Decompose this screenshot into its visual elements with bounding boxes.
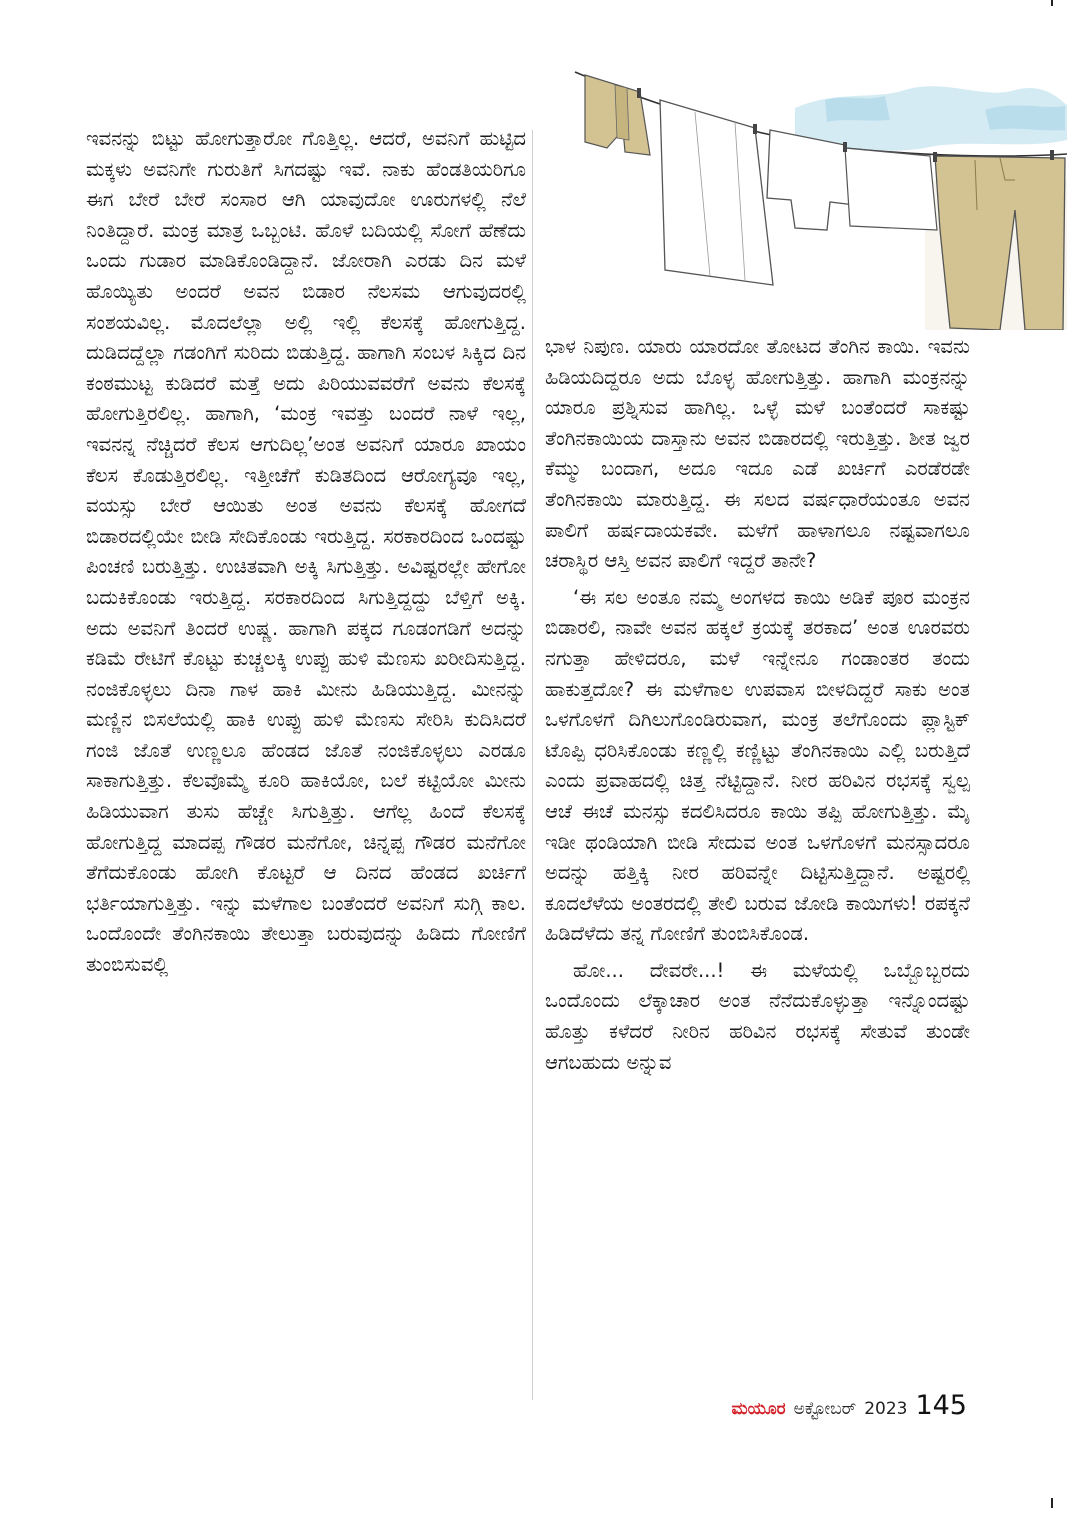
column-divider [532, 130, 533, 1400]
page-number: 145 [915, 1390, 967, 1421]
magazine-page [5, 0, 1067, 1525]
issue-year: 2023 [864, 1399, 908, 1419]
paragraph: ಇವನನ್ನು ಬಿಟ್ಟು ಹೋಗುತ್ತಾರೋ ಗೊತ್ತಿಲ್ಲ. ಆದರೆ, ಅವನಿಗೆ ಹುಟ್ಟಿದ ಮಕ್ಕಳು ಅವನಿಗೇ ಗುರುತಿಗೆ ಸಿಗದಷ್ಟು ಇವೆ. ನಾಕು ಹೆಂಡತಿಯರಿಗೂ ಈಗ ಬೇರೆ ಬೇರೆ ಸಂಸಾರ ಆಗಿ ಯಾವುದೋ ಊರುಗಳಲ್ಲಿ ನೆಲೆ ನಿಂತಿದ್ದಾರೆ. ಮಂಕ್ರ ಮಾತ್ರ ಒಬ್ಬಂಟಿ. ಹೊಳೆ ಬದಿಯಲ್ಲಿ ಸೋಗೆ ಹೆಣೆದು ಒಂದು ಗುಡಾರ ಮಾಡಿಕೊಂಡಿದ್ದಾನೆ. ಜೋರಾಗಿ ಎರಡು ದಿನ ಮಳೆ ಹೊಯ್ಯಿತು ಅಂದರೆ ಅವನ ಬಿಡಾರ ನೆಲಸಮ ಆಗುವುದರಲ್ಲಿ ಸಂಶಯವಿಲ್ಲ. ಮೊದಲೆಲ್ಲಾ ಅಲ್ಲಿ ಇಲ್ಲಿ ಕೆಲಸಕ್ಕೆ ಹೋಗುತ್ತಿದ್ದ. ದುಡಿದದ್ದೆಲ್ಲಾ ಗಡಂಗಿಗೆ ಸುರಿದು ಬಿಡುತ್ತಿದ್ದ. ಹಾಗಾಗಿ ಸಂಬಳ ಸಿಕ್ಕಿದ ದಿನ ಕಂಠಮುಟ್ಟ ಕುಡಿದರೆ ಮತ್ತೆ ಅದು ಪಿರಿಯುವವರೆಗೆ ಅವನು ಕೆಲಸಕ್ಕೆ ಹೋಗುತ್ತಿರಲಿಲ್ಲ. ಹಾಗಾಗಿ, ‘ಮಂಕ್ರ ಇವತ್ತು ಬಂದರೆ ನಾಳೆ ಇಲ್ಲ, ಇವನನ್ನ ನೆಚ್ಚಿದರೆ ಕೆಲಸ ಆಗುದಿಲ್ಲ’ಅಂತ ಅವನಿಗೆ ಯಾರೂ ಖಾಯಂ ಕೆಲಸ ಕೊಡುತ್ತಿರಲಿಲ್ಲ. ಇತ್ತೀಚೆಗೆ ಕುಡಿತದಿಂದ ಆರೋಗ್ಯವೂ ಇಲ್ಲ, ವಯಸ್ಸು ಬೇರೆ ಆಯಿತು ಅಂತ ಅವನು ಕೆಲಸಕ್ಕೆ ಹೋಗದೆ ಬಿಡಾರದಲ್ಲಿಯೇ ಬೀಡಿ ಸೇದಿಕೊಂಡು ಇರುತ್ತಿದ್ದ. ಸರಕಾರದಿಂದ ಒಂದಷ್ಟು ಪಿಂಚಣಿ ಬರುತ್ತಿತ್ತು. ಉಚಿತವಾಗಿ ಅಕ್ಕಿ ಸಿಗುತ್ತಿತ್ತು. ಅವಿಷ್ಟರಲ್ಲೇ ಹೇಗೋ ಬದುಕಿಕೊಂಡು ಇರುತ್ತಿದ್ದ. ಸರಕಾರದಿಂದ ಸಿಗುತ್ತಿದ್ದದ್ದು ಬೆಳ್ತಿಗೆ ಅಕ್ಕಿ. ಅದು ಅವನಿಗೆ ತಿಂದರೆ ಉಷ್ಣ. ಹಾಗಾಗಿ ಪಕ್ಕದ ಗೂಡಂಗಡಿಗೆ ಅದನ್ನು ಕಡಿಮೆ ರೇಟಿಗೆ ಕೊಟ್ಟು ಕುಚ್ಚಲಕ್ಕಿ ಉಪ್ಪು ಹುಳಿ ಮೆಣಸು ಖರೀದಿಸುತ್ತಿದ್ದ. ನಂಜಿಕೊಳ್ಳಲು ದಿನಾ ಗಾಳ ಹಾಕಿ ಮೀನು ಹಿಡಿಯುತ್ತಿದ್ದ. ಮೀನನ್ನು ಮಣ್ಣಿನ ಬಿಸಲೆಯಲ್ಲಿ ಹಾಕಿ ಉಪ್ಪು ಹುಳಿ ಮೆಣಸು ಸೇರಿಸಿ ಕುದಿಸಿದರೆ ಗಂಜಿ ಜೊತೆ ಉಣ್ಣಲೂ ಹೆಂಡದ ಜೊತೆ ನಂಜಿಕೊಳ್ಳಲು ಎರಡೂ ಸಾಕಾಗುತ್ತಿತ್ತು. ಕೆಲವೊಮ್ಮೆ ಕೂರಿ ಹಾಕಿಯೋ, ಬಲೆ ಕಟ್ಟಿಯೋ ಮೀನು ಹಿಡಿಯುವಾಗ ತುಸು ಹೆಚ್ಚೇ ಸಿಗುತ್ತಿತ್ತು. ಆಗೆಲ್ಲ ಹಿಂದೆ ಕೆಲಸಕ್ಕೆ ಹೋಗುತ್ತಿದ್ದ ಮಾದಪ್ಪ ಗೌಡರ ಮನೆಗೋ, ಚಿನ್ನಪ್ಪ ಗೌಡರ ಮನೆಗೋ ತೆಗೆದುಕೊಂಡು ಹೋಗಿ ಕೊಟ್ಟರೆ ಆ ದಿನದ ಹೆಂಡದ ಖರ್ಚಿಗೆ ಭರ್ತಿಯಾಗುತ್ತಿತ್ತು. ಇನ್ನು ಮಳೆಗಾಲ ಬಂತೆಂದರೆ ಅವನಿಗೆ ಸುಗ್ಗಿ ಕಾಲ. ಒಂದೊಂದೇ ತೆಂಗಿನಕಾಯಿ ತೇಲುತ್ತಾ ಬರುವುದನ್ನು ಹಿಡಿದು ಗೋಣಿಗೆ ತುಂಬಿಸುವಲ್ಲಿ [86, 127, 526, 977]
paragraph: ‘ಈ ಸಲ ಅಂತೂ ನಮ್ಮ ಅಂಗಳದ ಕಾಯಿ ಅಡಿಕೆ ಪೂರ ಮಂಕ್ರನ ಬಿಡಾರಲಿ, ನಾವೇ ಅವನ ಹಕ್ಕಲೆ ಕ್ರಯಕ್ಕೆ ತರಕಾದ’ ಅಂತ ಊರವರು ನಗುತ್ತಾ ಹೇಳಿದರೂ, ಮಳೆ ಇನ್ನೇನೂ ಗಂಡಾಂತರ ತಂದು ಹಾಕುತ್ತದೋ? ಈ ಮಳೆಗಾಲ ಉಪವಾಸ ಬೀಳದಿದ್ದರೆ ಸಾಕು ಅಂತ ಒಳಗೊಳಗೆ ದಿಗಿಲುಗೊಂಡಿರುವಾಗ, ಮಂಕ್ರ ತಲೆಗೊಂದು ಪ್ಲಾಸ್ಟಿಕ್ ಟೊಪ್ಪಿ ಧರಿಸಿಕೊಂಡು ಕಣ್ಣಲ್ಲಿ ಕಣ್ಣಿಟ್ಟು ತೆಂಗಿನಕಾಯಿ ಎಲ್ಲಿ ಬರುತ್ತಿದೆ ಎಂದು ಪ್ರವಾಹದಲ್ಲಿ ಚಿತ್ತ ನೆಟ್ಟಿದ್ದಾನೆ. ನೀರ ಹರಿವಿನ ರಭಸಕ್ಕೆ ಸ್ವಲ್ಪ ಆಚೆ ಈಚೆ ಮನಸ್ಸು ಕದಲಿಸಿದರೂ ಕಾಯಿ ತಪ್ಪಿ ಹೋಗುತ್ತಿತ್ತು. ಮೈ ಇಡೀ ಥಂಡಿಯಾಗಿ ಬೀಡಿ ಸೇದುವ ಅಂತ ಒಳಗೊಳಗೆ ಮನಸ್ಸಾದರೂ ಅದನ್ನು ಹತ್ತಿಕ್ಕಿ ನೀರ ಹರಿವನ್ನೇ ದಿಟ್ಟಿಸುತ್ತಿದ್ದಾನೆ. ಅಷ್ಟರಲ್ಲಿ ಕೂದಲೆಳೆಯ ಅಂತರದಲ್ಲಿ ತೇಲಿ ಬರುವ ಜೋಡಿ ಕಾಯಿಗಳು! ರಪಕ್ಕನೆ ಹಿಡಿದೆಳೆದು ತನ್ನ ಗೋಣಿಗೆ ತುಂಬಿಸಿಕೊಂಡ. [545, 585, 970, 946]
page-footer [705, 1390, 967, 1430]
crop-mark-top [1051, 0, 1053, 6]
article-column-right [545, 332, 970, 1078]
issue-month: ಅಕ್ಟೋಬರ್ [793, 1399, 857, 1419]
clothesline-illustration [545, 30, 1067, 330]
article-column-left [86, 124, 526, 981]
magazine-name: ಮಯೂರ [731, 1399, 786, 1419]
paragraph: ಹೋ... ದೇವರೇ...! ಈ ಮಳೆಯಲ್ಲಿ ಒಬ್ಬೊಬ್ಬರದು ಒಂದೊಂದು ಲೆಕ್ಕಾಚಾರ ಅಂತ ನೆನೆದುಕೊಳ್ಳುತ್ತಾ ಇನ್ನೊಂದಷ್ಟು ಹೊತ್ತು ಕಳೆದರೆ ನೀರಿನ ಹರಿವಿನ ರಭಸಕ್ಕೆ ಸೇತುವೆ ತುಂಡೇ ಆಗಬಹುದು ಅನ್ನುವ [545, 958, 970, 1074]
crop-mark-bottom [1051, 1498, 1053, 1508]
paragraph: ಭಾಳ ನಿಪುಣ. ಯಾರು ಯಾರದೋ ತೋಟದ ತೆಂಗಿನ ಕಾಯಿ. ಇವನು ಹಿಡಿಯದಿದ್ದರೂ ಅದು ಬೊಳ್ಳ ಹೋಗುತ್ತಿತ್ತು. ಹಾಗಾಗಿ ಮಂಕ್ರನನ್ನು ಯಾರೂ ಪ್ರಶ್ನಿಸುವ ಹಾಗಿಲ್ಲ. ಒಳ್ಳೆ ಮಳೆ ಬಂತೆಂದರೆ ಸಾಕಷ್ಟು ತೆಂಗಿನಕಾಯಿಯ ದಾಸ್ತಾನು ಅವನ ಬಿಡಾರದಲ್ಲಿ ಇರುತ್ತಿತ್ತು. ಶೀತ ಜ್ವರ ಕೆಮ್ಮು ಬಂದಾಗ, ಅದೂ ಇದೂ ಎಡೆ ಖರ್ಚಿಗೆ ಎರಡೆರಡೇ ತೆಂಗಿನಕಾಯಿ ಮಾರುತ್ತಿದ್ದ. ಈ ಸಲದ ವರ್ಷಧಾರೆಯಂತೂ ಅವನ ಪಾಲಿಗೆ ಹರ್ಷದಾಯಕವೇ. ಮಳೆಗೆ ಹಾಳಾಗಲೂ ನಷ್ಟವಾಗಲೂ ಚರಾಸ್ಥಿರ ಆಸ್ತಿ ಅವನ ಪಾಲಿಗೆ ಇದ್ದರೆ ತಾನೇ? [545, 335, 970, 573]
